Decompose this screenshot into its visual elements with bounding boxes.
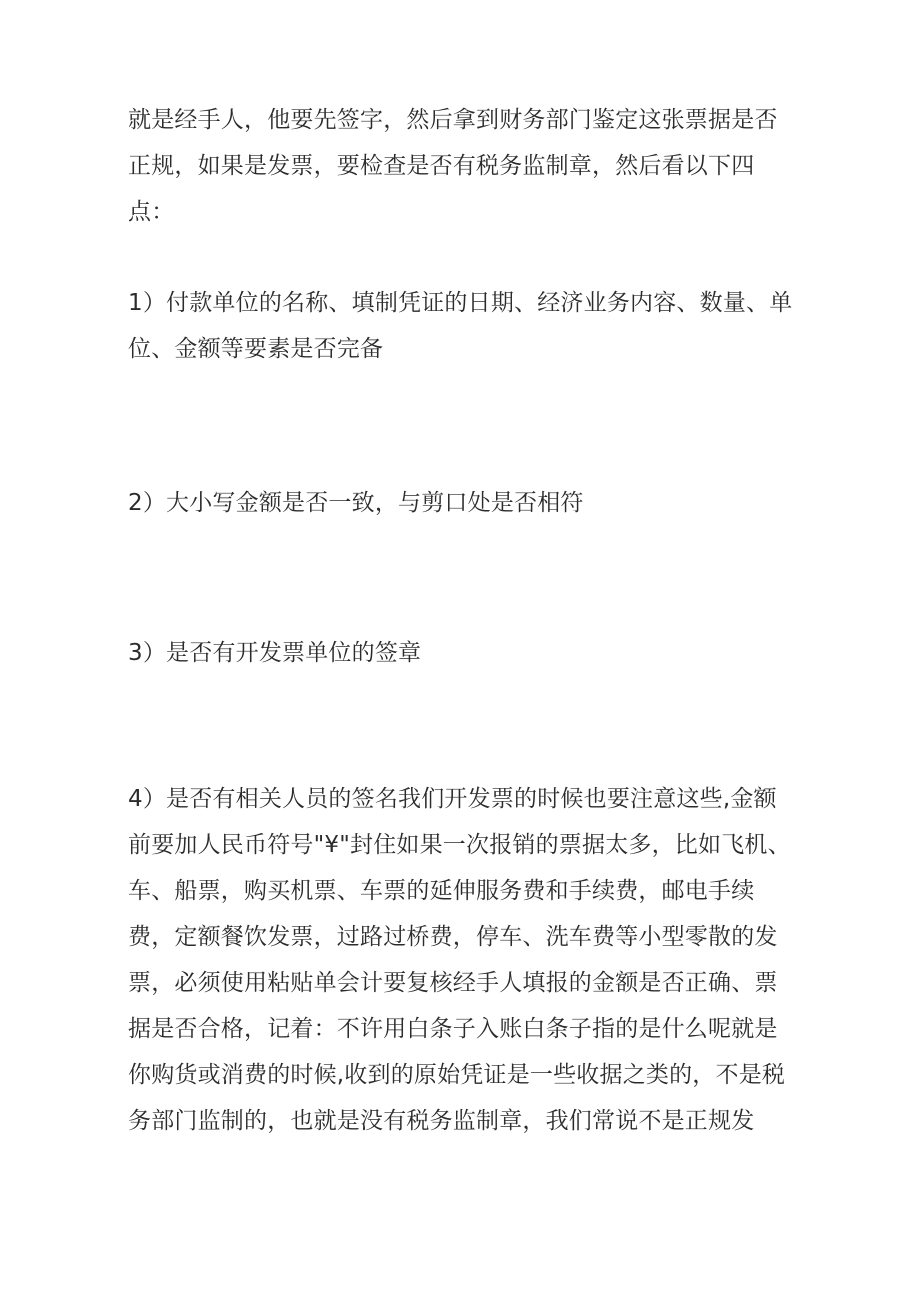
checkpoint-4-paragraph: 4）是否有相关人员的签名我们开发票的时候也要注意这些,金额前要加人民币符号"¥"封住如果一次报销的票据太多，比如飞机、车、船票，购买机票、车票的延伸服务费和手续费，邮电手续费，定额餐饮发票，过路过桥费，停车、洗车费等小型零散的发票，必须使用粘贴单会计要复核经手人填报的金额是否正确、票据是否合格，记着：不许用白条子入账白条子指的是什么呢就是你购货或消费的时候,收到的原始凭证是一些收据之类的，不是税务部门监制的，也就是没有税务监制章，我们常说不是正规发 [128,786,791,1134]
checkpoint-3-paragraph: 3）是否有开发票单位的签章 [128,640,422,666]
checkpoint-1-paragraph: 1）付款单位的名称、填制凭证的日期、经济业务内容、数量、单位、金额等要素是否完备 [128,290,793,362]
checkpoint-2-paragraph: 2）大小写金额是否一致，与剪口处是否相符 [128,490,584,516]
intro-paragraph: 就是经手人，他要先签字，然后拿到财务部门鉴定这张票据是否正规，如果是发票，要检查是否有税务监制章，然后看以下四点： [128,107,778,225]
